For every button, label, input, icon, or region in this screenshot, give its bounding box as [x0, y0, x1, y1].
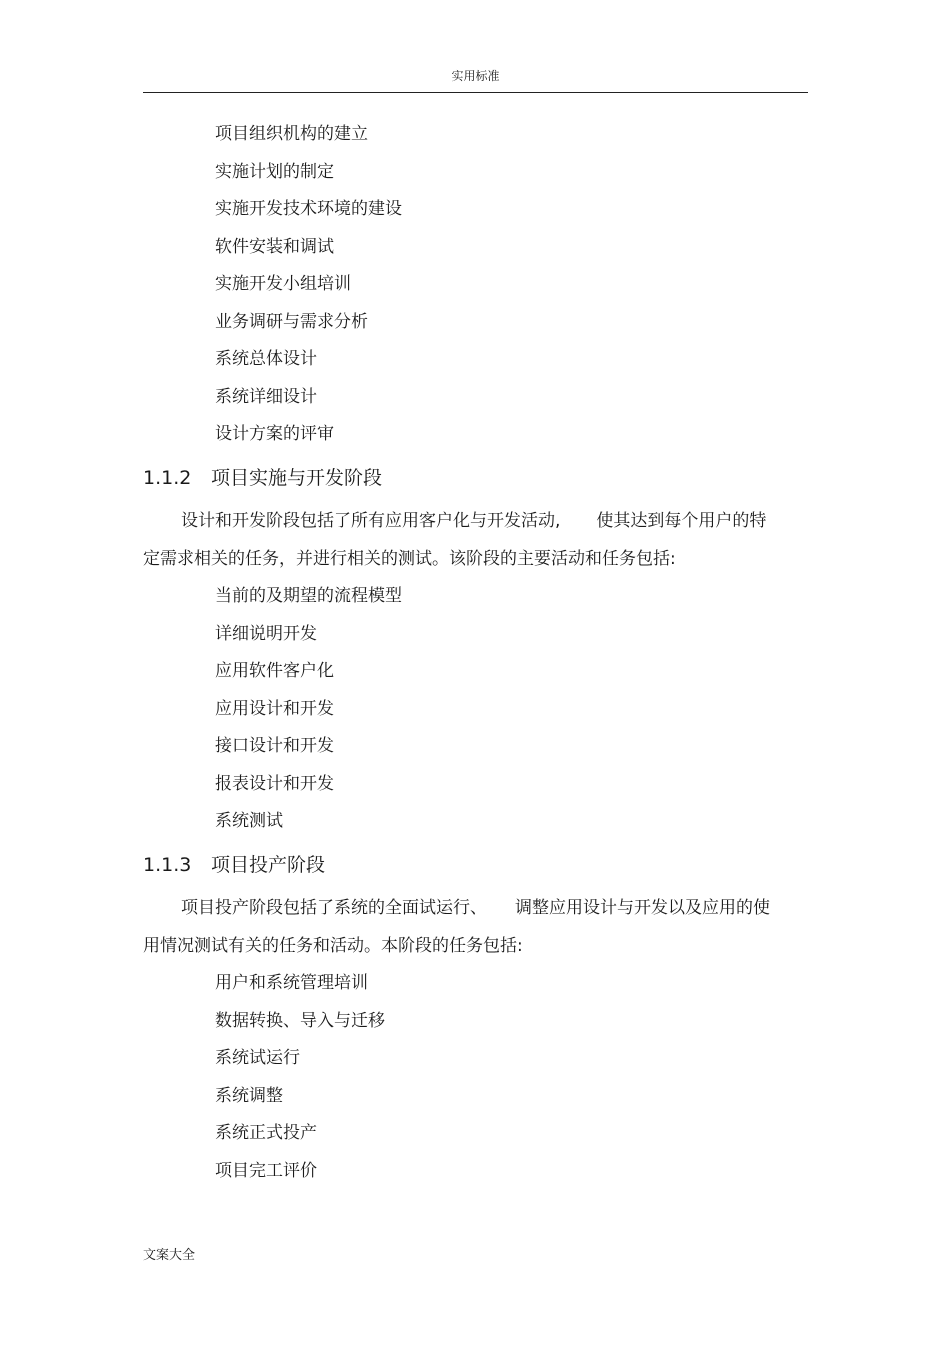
list-item: 软件安装和调试	[215, 236, 334, 257]
paragraph-text: 定需求相关的任务，并进行相关的测试。该阶段的主要活动和任务包括:	[143, 548, 676, 569]
list-item: 系统试运行	[215, 1048, 300, 1068]
list-item: 系统正式投产	[215, 1123, 317, 1143]
list-item: 设计方案的评审	[215, 424, 334, 444]
list-item: 项目完工评价	[215, 1160, 317, 1181]
paragraph-text: 设计和开发阶段包括了所有应用客户化与开发活动,	[181, 511, 561, 531]
list-item: 系统详细设计	[215, 386, 317, 407]
section-number: 1.1.3	[143, 854, 192, 876]
section-heading-1-1-3	[143, 850, 325, 880]
section-title: 项目投产阶段	[211, 854, 326, 876]
paragraph-text: 使其达到每个用户的特	[596, 511, 767, 531]
paragraph-text: 项目投产阶段包括了系统的全面试运行、	[181, 898, 487, 918]
section-paragraph-1-1-2	[143, 503, 808, 578]
section-heading-1-1-2	[143, 463, 382, 493]
list-item: 系统总体设计	[215, 349, 317, 369]
page-header	[143, 66, 808, 93]
list-item: 实施开发小组培训	[215, 274, 351, 294]
task-list-1	[215, 116, 402, 454]
list-item: 接口设计和开发	[215, 736, 334, 756]
list-item: 实施计划的制定	[215, 161, 334, 182]
section-paragraph-1-1-3	[143, 890, 808, 965]
list-item: 项目组织机构的建立	[215, 124, 368, 144]
list-item: 应用软件客户化	[215, 661, 334, 681]
list-item: 用户和系统管理培训	[215, 973, 368, 993]
list-item: 实施开发技术环境的建设	[215, 199, 402, 219]
list-item: 应用设计和开发	[215, 698, 334, 719]
list-item: 当前的及期望的流程模型	[215, 586, 402, 606]
section-title: 项目实施与开发阶段	[211, 467, 383, 489]
task-list-3	[215, 965, 385, 1190]
footer-text: 文案大全	[143, 1248, 196, 1263]
list-item: 系统测试	[215, 811, 283, 831]
section-number: 1.1.2	[143, 467, 192, 489]
header-title: 实用标准	[451, 69, 500, 83]
list-item: 报表设计和开发	[215, 773, 334, 794]
list-item: 详细说明开发	[215, 623, 317, 644]
paragraph-text: 调整应用设计与开发以及应用的使	[515, 898, 770, 918]
list-item: 系统调整	[215, 1085, 283, 1106]
list-item: 数据转换、导入与迁移	[215, 1010, 385, 1031]
page-footer	[143, 1246, 195, 1266]
paragraph-text: 用情况测试有关的任务和活动。本阶段的任务包括:	[143, 935, 523, 956]
list-item: 业务调研与需求分析	[215, 311, 368, 332]
task-list-2	[215, 578, 402, 841]
